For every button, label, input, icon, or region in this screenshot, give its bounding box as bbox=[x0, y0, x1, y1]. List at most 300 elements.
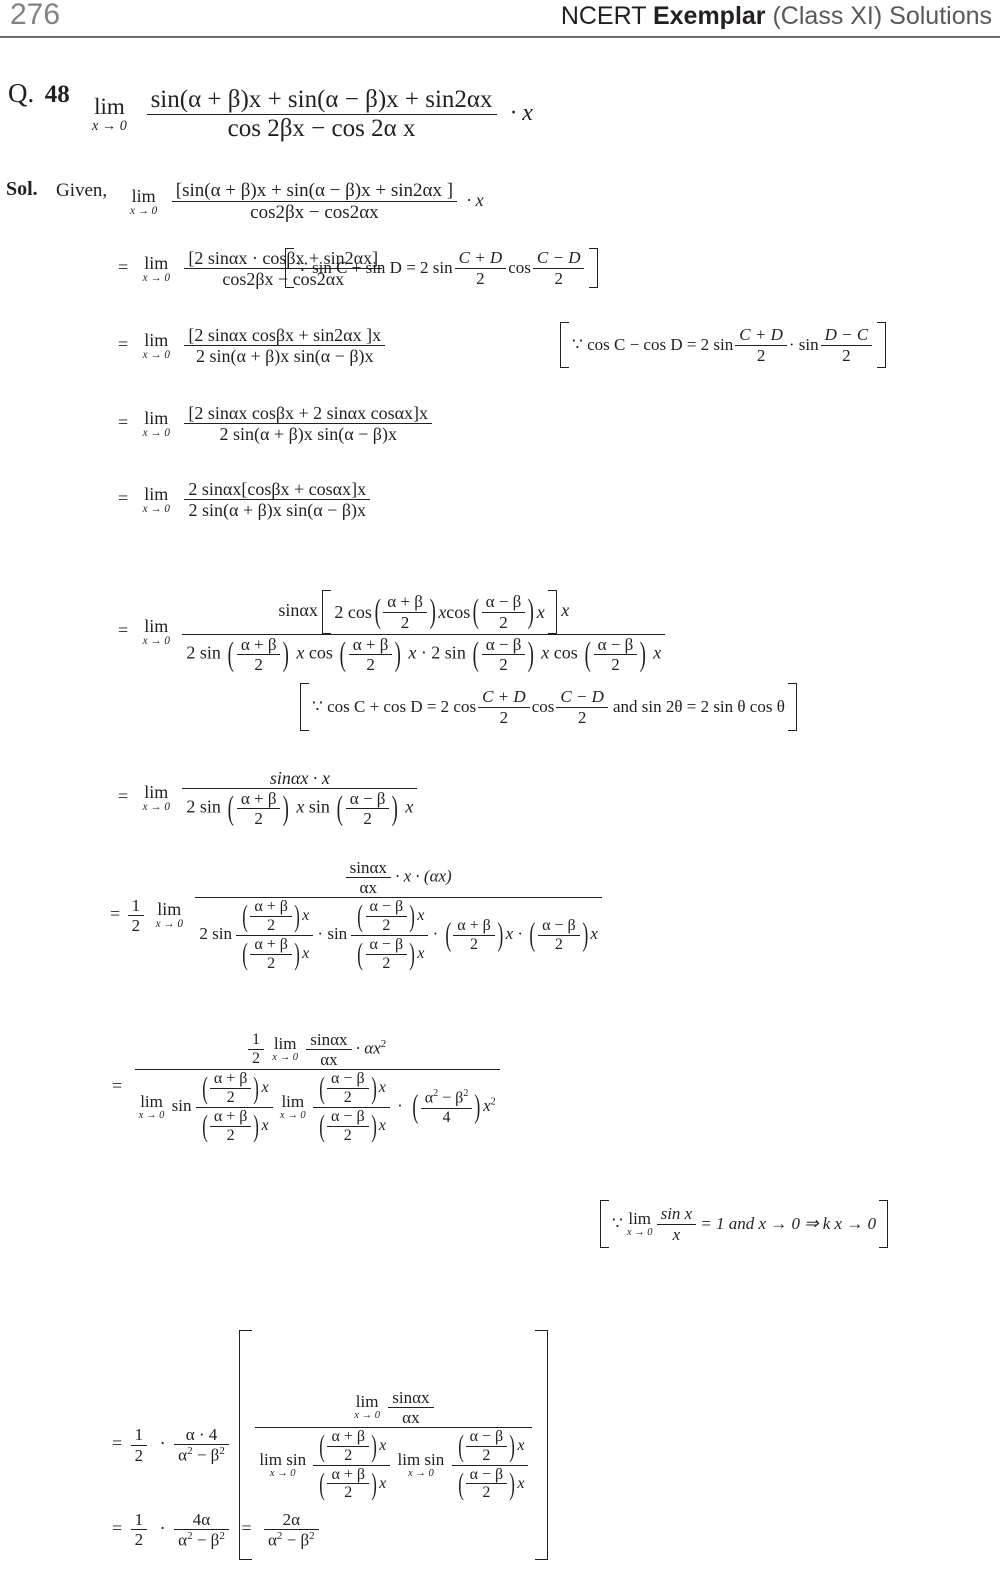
f-tail: · αx bbox=[355, 1038, 381, 1058]
c-beta-sup: 2 bbox=[463, 1088, 469, 1100]
den-lim-2 bbox=[280, 1093, 306, 1122]
given-denominator: cos2βx − cos2αx bbox=[172, 201, 457, 223]
den-beta: − β bbox=[192, 1530, 220, 1550]
stack-b-top: ( $\frac{\alpha - \beta}{2}$ ) x bbox=[357, 898, 425, 934]
step-3-denominator: 2 sin(α + β)x sin(α − β)x bbox=[184, 423, 432, 444]
c-beta: − β bbox=[438, 1089, 464, 1107]
den-beta-sup: 2 bbox=[309, 1530, 315, 1543]
note-tail: and sin 2θ = 2 sin θ cos θ bbox=[612, 697, 785, 716]
lim-text: lim bbox=[140, 1092, 163, 1112]
b-top-frac bbox=[366, 898, 408, 935]
den-beta-sup: 2 bbox=[219, 1445, 225, 1458]
step-lim bbox=[272, 1035, 298, 1064]
a-top-frac bbox=[250, 898, 292, 935]
f-num: α + β bbox=[387, 592, 423, 612]
f-den: αx bbox=[388, 1407, 433, 1427]
f-den: 2 bbox=[327, 1483, 369, 1502]
f-den: 2 bbox=[210, 1088, 252, 1107]
step-7-denominator: 2 sin ( $\frac{\alpha + \beta}{2}$ ) x ( $\frac{\alpha + \beta}{2}$ ) x · sin ( $\frac{\alpha - \beta}{2}$ ) x ( $\frac{\alpha - \beta}{2}$ ) x · ( $\frac{\alpha + \beta}{2}$ ) x · ( $\frac{\alpha - \beta}{2}$ ) x bbox=[195, 897, 602, 973]
limit-note bbox=[600, 1200, 888, 1248]
lim-text: lim bbox=[144, 615, 169, 636]
dot: · bbox=[159, 1433, 166, 1454]
half-num: 1 bbox=[252, 1031, 261, 1049]
stack-b-bot: ( $\frac{\alpha - \beta}{2}$ ) x bbox=[313, 1107, 390, 1145]
den-2sin: 2 sin bbox=[199, 924, 233, 944]
a-bot-x: x bbox=[302, 944, 310, 962]
den-lim-2 bbox=[398, 1451, 445, 1480]
half-num: 1 bbox=[131, 895, 141, 915]
bracket-left bbox=[285, 248, 294, 288]
lim-sub: x → 0 bbox=[92, 118, 127, 135]
num-inner-frac bbox=[346, 858, 391, 897]
equals-sign: = bbox=[112, 1517, 123, 1538]
b-top-frac bbox=[327, 1070, 369, 1107]
f-den: 2 bbox=[594, 654, 638, 674]
b-bot-frac bbox=[327, 1108, 369, 1145]
lim-text: lim bbox=[273, 1034, 297, 1054]
f-num: sinαx bbox=[310, 1030, 348, 1049]
f-den bbox=[174, 1529, 229, 1550]
given-label bbox=[56, 180, 107, 202]
step-2-denominator: 2 sin(α + β)x sin(α − β)x bbox=[184, 345, 385, 366]
step-6-fraction bbox=[182, 768, 417, 828]
f-num: α + β bbox=[331, 1427, 366, 1445]
f-den: 2 bbox=[327, 1126, 369, 1145]
num-inner-frac bbox=[306, 1030, 351, 1069]
result-fraction-2 bbox=[264, 1510, 319, 1550]
b-top-x: x bbox=[517, 1436, 525, 1454]
den-stack-b bbox=[313, 1070, 390, 1145]
f-den: αx bbox=[306, 1049, 351, 1069]
given-text: Given, bbox=[56, 180, 108, 201]
half-fraction bbox=[248, 1031, 264, 1068]
b-bot-x: x bbox=[378, 1116, 386, 1134]
given-expression bbox=[130, 180, 484, 224]
den-x3: x bbox=[541, 642, 550, 663]
den-x2: x bbox=[405, 796, 414, 817]
stack-a-top: ( $\frac{\alpha + \beta}{2}$ ) x bbox=[319, 1427, 387, 1464]
note-frac-2 bbox=[556, 687, 608, 726]
lim-sub: x → 0 bbox=[269, 1467, 296, 1479]
f-num: 4α bbox=[192, 1510, 211, 1529]
equals-sign: = bbox=[118, 487, 129, 508]
stack-a-top: ( $\frac{\alpha + \beta}{2}$ ) x bbox=[202, 1070, 269, 1106]
lim-sub: x → 0 bbox=[354, 1409, 380, 1421]
step-4-fraction bbox=[184, 479, 370, 520]
lim-sub: x → 0 bbox=[155, 918, 183, 931]
f-num: α − β bbox=[597, 635, 634, 654]
step-lim bbox=[143, 783, 170, 813]
half-fraction bbox=[131, 1425, 148, 1464]
given-numerator: [sin(α + β)x + sin(α − β)x + sin2αx ] bbox=[175, 180, 454, 201]
step-5-numerator: sinαx 2 cos ( $\frac{\alpha + \beta}{2}$ ) x cos ( $\frac{\alpha - \beta}{2}$ ) x x bbox=[182, 590, 665, 634]
step-lim bbox=[156, 900, 183, 930]
question-denominator: cos 2βx − cos 2α x bbox=[147, 114, 497, 143]
step-8-fraction bbox=[135, 1030, 500, 1145]
bracket-right bbox=[589, 248, 598, 288]
half-den: 2 bbox=[248, 1049, 264, 1068]
den-x1: x bbox=[296, 642, 305, 663]
note-num-2: C − D bbox=[536, 248, 581, 268]
lim-sub: x → 0 bbox=[142, 271, 170, 284]
equals-sign: = bbox=[118, 256, 129, 277]
step-1-note bbox=[285, 248, 598, 288]
lim-text: lim bbox=[144, 252, 169, 273]
a-top-x: x bbox=[379, 1436, 387, 1454]
half-fraction bbox=[131, 1510, 148, 1549]
b-bot-x: x bbox=[417, 944, 425, 962]
note-num-2: D − C bbox=[824, 325, 869, 345]
bracket-left bbox=[300, 683, 309, 731]
den-2sin: 2 sin bbox=[186, 642, 221, 663]
half-den: 2 bbox=[131, 1445, 148, 1465]
f-den: 2 bbox=[482, 612, 526, 632]
f-den: 2 bbox=[538, 935, 580, 954]
f-num: α + β bbox=[331, 1465, 366, 1483]
den-frac-c bbox=[453, 917, 495, 954]
den-frac-4 bbox=[594, 635, 638, 674]
f-den: 2 bbox=[327, 1088, 369, 1107]
den-frac-c bbox=[421, 1088, 473, 1126]
den-dot: · bbox=[397, 1096, 403, 1116]
lim-sub: x → 0 bbox=[142, 348, 170, 361]
den-dot-2sin: · 2 sin bbox=[420, 642, 466, 663]
step-3 bbox=[118, 403, 432, 444]
lim-text: lim bbox=[144, 483, 169, 504]
lim-sub: x → 0 bbox=[138, 1110, 165, 1122]
step-lim bbox=[143, 617, 170, 647]
note-den-2: 2 bbox=[821, 345, 873, 365]
header-title-prefix: NCERT bbox=[560, 2, 653, 30]
stack-b-bot: ( $\frac{\alpha - \beta}{2}$ ) x bbox=[452, 1465, 529, 1503]
a-bot-frac bbox=[327, 1466, 369, 1503]
lim-sub: x → 0 bbox=[130, 204, 158, 217]
f-num: α − β bbox=[485, 592, 522, 612]
step-lim bbox=[143, 331, 170, 361]
header-title-bold: Exemplar bbox=[652, 2, 766, 30]
f-den: 2 bbox=[210, 1126, 252, 1145]
f-den: 2 bbox=[466, 1483, 508, 1502]
note-num: C + D bbox=[458, 248, 503, 268]
stack-a-bot: ( $\frac{\alpha + \beta}{2}$ ) x bbox=[313, 1465, 390, 1503]
bracket-right bbox=[788, 683, 797, 731]
a-top-frac bbox=[327, 1428, 369, 1465]
sol-label-text: Sol. bbox=[6, 178, 38, 200]
b-top-x: x bbox=[417, 907, 425, 925]
den-stack-a bbox=[313, 1428, 390, 1503]
note-fraction-2 bbox=[533, 248, 585, 287]
equals-sign: = bbox=[112, 1433, 123, 1454]
note-lim bbox=[627, 1210, 653, 1239]
bracket-right bbox=[548, 590, 557, 634]
question-tail: · x bbox=[510, 99, 533, 126]
lim-text: lim bbox=[281, 1092, 305, 1112]
b-bot-frac bbox=[366, 936, 408, 973]
den-x4: x bbox=[653, 642, 662, 663]
lim-sub: x → 0 bbox=[408, 1467, 434, 1479]
c-x-sup: 2 bbox=[490, 1096, 496, 1108]
step-2-note bbox=[560, 322, 886, 368]
den-x2: x bbox=[408, 642, 417, 663]
a-bot-x: x bbox=[261, 1116, 269, 1134]
num-x3: x bbox=[561, 600, 570, 621]
equals-sign: = bbox=[118, 786, 129, 807]
step-8-denominator: lim x → 0 sin ( $\frac{\alpha + \beta}{2}$ ) x ( $\frac{\alpha + \beta}{2}$ ) x lim x → 0 ( $\frac{\alpha - \beta}{2}$ ) x ( $\frac{\alpha - \beta}{2}$ ) x · ( $\frac{\alpha^2 - \beta^2}{4}$ ) $x^2$ bbox=[135, 1069, 500, 1145]
den-alpha: α bbox=[178, 1445, 188, 1465]
step-8 bbox=[112, 1030, 500, 1145]
lim-text: lim bbox=[628, 1208, 652, 1228]
step-5-fraction bbox=[182, 590, 665, 674]
note-den: 2 bbox=[735, 345, 787, 365]
f-num: C + D bbox=[482, 687, 526, 707]
f-num: α − β bbox=[469, 1427, 504, 1445]
den-sin-1: sin bbox=[171, 1096, 192, 1116]
den-cos: cos bbox=[308, 642, 333, 663]
f-den: 2 bbox=[466, 1446, 508, 1465]
f-den: 2 bbox=[250, 916, 292, 935]
f-num: α + β bbox=[240, 789, 277, 809]
a-top-x: x bbox=[302, 907, 310, 925]
lim-text: lim bbox=[157, 899, 182, 920]
a-top-x: x bbox=[261, 1079, 269, 1097]
f-num: α + β bbox=[254, 898, 288, 916]
b-top-frac bbox=[466, 1428, 508, 1465]
f-num: α + β bbox=[213, 1107, 248, 1125]
f-num: 2α bbox=[282, 1510, 301, 1529]
page-header bbox=[0, 0, 1000, 38]
equals-sign: = bbox=[118, 620, 129, 641]
lim-text: lim sin bbox=[259, 1449, 307, 1469]
note-prefix: ∵ cos C − cos D = 2 sin bbox=[572, 335, 734, 354]
f-den: 2 bbox=[366, 916, 408, 935]
page-number: 276 bbox=[10, 0, 61, 31]
c-alpha-sup: 2 bbox=[433, 1088, 439, 1100]
den-stack-b bbox=[452, 1428, 529, 1503]
note-prefix: ∵ cos C + cos D = 2 cos bbox=[312, 697, 477, 716]
question-numerator: sin(α + β)x + sin(α − β)x + sin2αx bbox=[150, 86, 493, 113]
f-den: x bbox=[657, 1224, 697, 1244]
a-bot-x: x bbox=[379, 1474, 387, 1492]
header-title-suffix: (Class XI) Solutions bbox=[765, 2, 992, 30]
equals-sign: = bbox=[112, 1075, 123, 1096]
den-alpha-sup: 2 bbox=[187, 1445, 193, 1458]
b-top-x: x bbox=[378, 1079, 386, 1097]
f-den: 2 bbox=[482, 654, 526, 674]
f-den: 2 bbox=[349, 654, 393, 674]
f-num: α − β bbox=[331, 1070, 365, 1088]
given-tail: · x bbox=[466, 189, 484, 210]
step-1-numerator: [2 sinαx · cosβx + sin2αx] bbox=[188, 248, 379, 268]
lim-text: lim bbox=[131, 185, 156, 206]
f-num: α + β bbox=[240, 635, 277, 654]
question-expression bbox=[92, 86, 533, 143]
bracket-left bbox=[600, 1200, 609, 1248]
bracket-right bbox=[877, 322, 886, 368]
num-x1: x bbox=[438, 601, 447, 622]
equals-sign: = bbox=[110, 903, 121, 924]
half-fraction bbox=[128, 896, 145, 935]
step-2 bbox=[118, 325, 385, 366]
f-den: 2 bbox=[346, 808, 390, 828]
f-num: α − β bbox=[369, 898, 404, 916]
den-frac-1 bbox=[237, 635, 281, 674]
f-num: sinαx bbox=[392, 1387, 430, 1407]
question-lim bbox=[92, 95, 127, 133]
f-den: 2 bbox=[478, 707, 530, 727]
note-mid: cos bbox=[531, 697, 555, 716]
num-x2: x bbox=[536, 601, 545, 622]
f-den: αx bbox=[346, 877, 391, 897]
f-den: 2 bbox=[556, 707, 608, 727]
note-frac bbox=[657, 1204, 697, 1243]
b-bot-x: x bbox=[517, 1474, 525, 1492]
a-top-frac bbox=[210, 1070, 252, 1107]
note-num: C + D bbox=[739, 325, 783, 345]
den-lim-1 bbox=[259, 1451, 306, 1480]
lim-sub: x → 0 bbox=[142, 634, 170, 647]
den-x1: x bbox=[296, 796, 305, 817]
sol-label bbox=[6, 178, 38, 201]
step-lim bbox=[143, 254, 170, 284]
den-stack-b bbox=[351, 898, 428, 973]
den-dot: · bbox=[432, 924, 439, 944]
num-cos: cos bbox=[446, 601, 471, 622]
lim-text: lim bbox=[144, 407, 169, 428]
equals-sign: = bbox=[118, 411, 129, 432]
f-num: α − β bbox=[331, 1107, 365, 1125]
dot: · bbox=[159, 1517, 166, 1538]
f-den bbox=[264, 1529, 319, 1550]
f-num: α + β bbox=[352, 635, 389, 654]
den-frac-3 bbox=[482, 635, 526, 674]
stack-b-top: ( $\frac{\alpha - \beta}{2}$ ) x bbox=[319, 1070, 386, 1106]
den-frac-d bbox=[538, 917, 580, 954]
result-fraction-1 bbox=[174, 1510, 229, 1550]
note-prefix: ∵ bbox=[612, 1214, 623, 1233]
q-label-text: Q. bbox=[8, 78, 35, 108]
stack-b-bot: ( $\frac{\alpha - \beta}{2}$ ) x bbox=[351, 935, 428, 973]
lim-text: lim sin bbox=[397, 1449, 445, 1469]
half-den: 2 bbox=[131, 1529, 148, 1549]
den-beta-sup: 2 bbox=[219, 1530, 225, 1543]
lim-text: lim bbox=[144, 329, 169, 350]
num-frac-2 bbox=[482, 592, 526, 631]
den-sin: · sin bbox=[317, 924, 348, 944]
f-num: sinαx bbox=[349, 858, 387, 877]
bracket-left bbox=[322, 590, 331, 634]
f-num bbox=[421, 1088, 473, 1107]
lim-text: lim bbox=[94, 94, 125, 120]
step-4-denominator: 2 sin(α + β)x sin(α − β)x bbox=[184, 499, 370, 520]
lim-sub: x → 0 bbox=[626, 1226, 653, 1238]
a-bot-frac bbox=[250, 936, 292, 973]
stack-a-top: ( $\frac{\alpha + \beta}{2}$ ) x bbox=[242, 898, 310, 934]
c-x: x bbox=[483, 1096, 491, 1116]
step-1-denominator: cos2βx − cos2αx bbox=[184, 268, 382, 289]
note-mid: · sin bbox=[788, 335, 819, 354]
question-label bbox=[8, 78, 70, 109]
note-mid: cos bbox=[508, 258, 531, 277]
den-alpha-sup: 2 bbox=[187, 1530, 193, 1543]
f-num: α + β bbox=[213, 1070, 248, 1088]
note-fraction-2 bbox=[821, 325, 873, 364]
header-title bbox=[561, 2, 992, 31]
note-tail: = 1 and x → 0 ⇒ k x → 0 bbox=[700, 1214, 877, 1233]
equals-sign: = bbox=[118, 333, 129, 354]
equals-sign-2: = bbox=[241, 1517, 252, 1538]
given-fraction bbox=[172, 180, 457, 224]
lim-sub: x → 0 bbox=[142, 801, 170, 814]
f-den: 2 bbox=[327, 1446, 369, 1465]
lim-text: lim bbox=[144, 782, 169, 803]
num-frac-1 bbox=[383, 592, 427, 631]
note-fraction-1 bbox=[735, 325, 787, 364]
lim-sub: x → 0 bbox=[272, 1052, 299, 1064]
given-lim bbox=[130, 187, 157, 217]
den-dot-2: · bbox=[517, 924, 524, 944]
step-4 bbox=[118, 479, 370, 520]
bracket-right bbox=[879, 1200, 888, 1248]
step-5-denominator: 2 sin ( $\frac{\alpha + \beta}{2}$ ) x cos ( $\frac{\alpha + \beta}{2}$ ) x · 2 sin ( $\frac{\alpha - \beta}{2}$ ) x cos ( $\frac{\alpha - \beta}{2}$ ) x bbox=[182, 634, 665, 674]
f-num: α − β bbox=[469, 1465, 504, 1483]
step-3-numerator: [2 sinαx cosβx + 2 sinαx cosαx]x bbox=[188, 403, 429, 423]
bracket-left bbox=[560, 322, 569, 368]
stack-a-bot: ( $\frac{\alpha + \beta}{2}$ ) x bbox=[236, 935, 313, 973]
step-5-note bbox=[300, 683, 797, 731]
f-den: 2 bbox=[250, 954, 292, 973]
a-bot-frac bbox=[210, 1108, 252, 1145]
f-num: α − β bbox=[349, 789, 386, 809]
num-tail: · x · (αx) bbox=[395, 866, 452, 886]
half-den: 2 bbox=[128, 915, 145, 935]
f-num: α − β bbox=[369, 935, 404, 953]
note-den-2: 2 bbox=[533, 268, 585, 288]
f-den bbox=[174, 1444, 229, 1465]
note-frac-1 bbox=[478, 687, 530, 726]
den-2sin: 2 sin bbox=[186, 796, 221, 817]
den-alpha: α bbox=[267, 1530, 277, 1550]
f-den: 2 bbox=[237, 654, 281, 674]
step-6-denominator: 2 sin ( $\frac{\alpha + \beta}{2}$ ) x sin ( $\frac{\alpha - \beta}{2}$ ) x bbox=[182, 788, 417, 828]
b-bot-frac bbox=[466, 1466, 508, 1503]
lim-sub: x → 0 bbox=[279, 1110, 306, 1122]
den-cos-2: cos bbox=[553, 642, 578, 663]
num-lim bbox=[354, 1393, 380, 1422]
den-alpha-sup: 2 bbox=[276, 1530, 283, 1543]
f-tail-sup: 2 bbox=[380, 1037, 387, 1050]
den-stack-a bbox=[236, 898, 313, 973]
alpha-fraction bbox=[174, 1425, 229, 1465]
note-prefix: ∵ sin C + sin D = 2 sin bbox=[297, 258, 453, 277]
c-x: x bbox=[505, 924, 514, 944]
f-den: 2 bbox=[366, 954, 408, 973]
step-3-fraction bbox=[184, 403, 432, 444]
note-den: 2 bbox=[455, 268, 507, 288]
step-6-numerator: sinαx · x bbox=[269, 768, 330, 788]
f-num: α + β bbox=[457, 916, 491, 934]
step-9-numerator bbox=[255, 1388, 532, 1427]
stack-b-top: ( $\frac{\alpha - \beta}{2}$ ) x bbox=[457, 1427, 525, 1464]
f-num: α + β bbox=[254, 935, 288, 953]
f-den: 2 bbox=[453, 935, 495, 954]
c-alpha: α bbox=[424, 1089, 434, 1107]
den-stack-a bbox=[196, 1070, 273, 1145]
f-num: α − β bbox=[485, 635, 522, 654]
den-beta: − β bbox=[192, 1445, 220, 1465]
num-inner-frac bbox=[388, 1388, 433, 1427]
bracket-right bbox=[535, 1330, 548, 1560]
den-beta: − β bbox=[282, 1530, 310, 1550]
